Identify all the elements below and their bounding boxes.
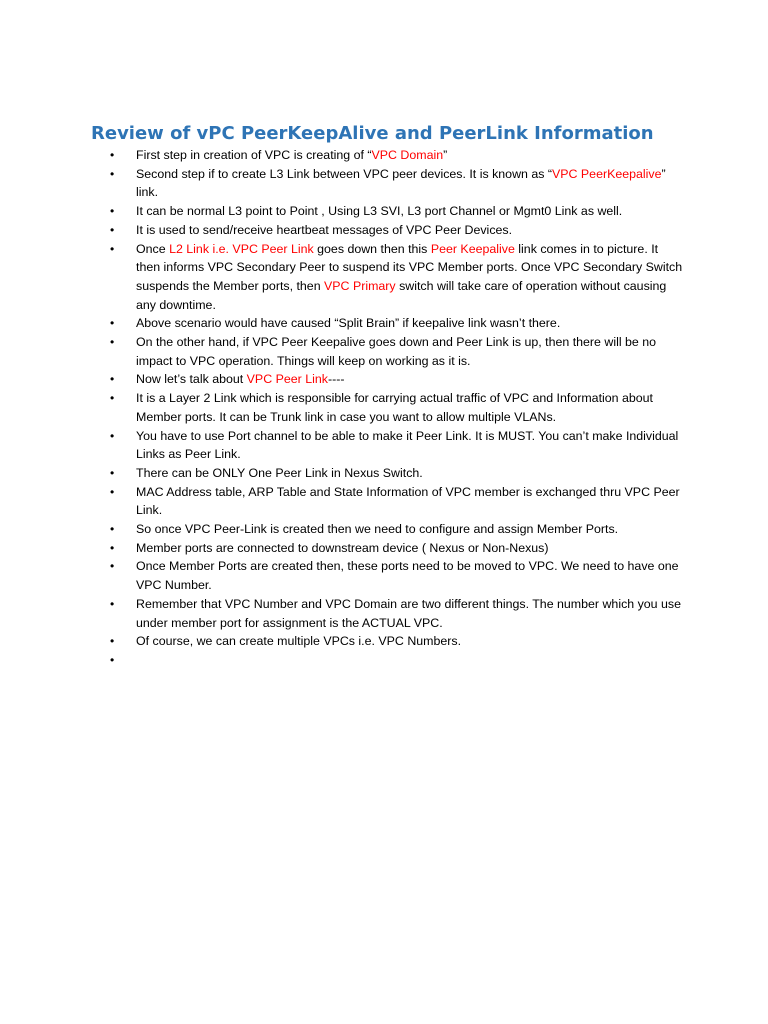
bullet-icon: • xyxy=(110,634,115,649)
highlighted-text: Peer Keepalive xyxy=(430,241,515,256)
list-item xyxy=(110,651,684,670)
list-item-text xyxy=(136,539,684,558)
list-item-text xyxy=(136,333,684,370)
list-item xyxy=(110,539,684,558)
list-item-text xyxy=(136,389,684,426)
list-item-text xyxy=(136,632,684,651)
bullet-icon: • xyxy=(110,166,115,181)
text-segment: It can be normal L3 point to Point , Using L3 SVI, L3 port Channel or Mgmt0 Link as well. xyxy=(136,204,623,219)
list-item-text xyxy=(136,557,684,594)
bullet-icon: • xyxy=(110,335,115,350)
list-item-text xyxy=(136,595,684,632)
text-segment: ” link. xyxy=(136,166,666,200)
highlighted-text: VPC Primary xyxy=(324,278,396,293)
text-segment: It is used to send/receive heartbeat messages of VPC Peer Devices. xyxy=(136,222,513,237)
text-segment: Now let’s talk about xyxy=(136,372,247,387)
list-item xyxy=(110,370,684,389)
text-segment: So once VPC Peer-Link is created then we need to configure and assign Member Ports. xyxy=(136,522,619,537)
list-item xyxy=(110,165,684,202)
text-segment: It is a Layer 2 Link which is responsible for carrying actual traffic of VPC and Information about Member ports. It can be Trunk link in case you want to allow multiple VLANs. xyxy=(136,391,653,424)
text-segment: Member ports are connected to downstream device ( Nexus or Non-Nexus) xyxy=(136,540,549,555)
text-segment: ” xyxy=(443,148,448,162)
list-item xyxy=(110,595,684,632)
list-item xyxy=(110,464,684,483)
text-segment: First step in creation of VPC is creating of “ xyxy=(136,148,372,162)
text-segment: MAC Address table, ARP Table and State Information of VPC member is exchanged thru VPC Peer Link. xyxy=(136,484,680,518)
list-item xyxy=(110,427,684,464)
list-item xyxy=(110,632,684,651)
list-item-text xyxy=(136,240,684,315)
text-segment: Once xyxy=(136,241,170,256)
list-item xyxy=(110,333,684,370)
text-segment: link comes in to picture. It then informs VPC Secondary Peer to suspend its VPC Member ports. Once VPC Secondary Switch suspends the Member ports, then xyxy=(136,241,683,293)
text-segment: goes down then this xyxy=(313,241,431,256)
list-item-text xyxy=(136,370,684,389)
list-item-text xyxy=(136,165,684,202)
highlighted-text: VPC Peer Link xyxy=(246,372,328,387)
list-item-text xyxy=(136,483,684,520)
list-item xyxy=(110,221,684,240)
text-segment: Above scenario would have caused “Split Brain” if keepalive link wasn’t there. xyxy=(136,316,561,331)
list-item-text xyxy=(136,202,684,221)
list-item xyxy=(110,202,684,221)
text-segment: Of course, we can create multiple VPCs i.e. VPC Numbers. xyxy=(136,634,462,649)
bullet-icon: • xyxy=(110,148,115,162)
list-item-text xyxy=(136,464,684,483)
text-segment: switch will take care of operation without causing any downtime. xyxy=(136,278,667,312)
list-item-text xyxy=(136,427,684,464)
highlighted-text: VPC PeerKeepalive xyxy=(552,166,662,181)
list-item xyxy=(110,483,684,520)
bullet-icon: • xyxy=(110,559,115,574)
list-item-text xyxy=(136,221,684,240)
bullet-icon: • xyxy=(110,465,115,480)
text-segment: Second step if to create L3 Link between VPC peer devices. It is known as “ xyxy=(136,166,552,181)
list-item-text xyxy=(136,520,684,539)
list-item-text xyxy=(136,146,684,165)
list-item-text xyxy=(136,651,684,670)
text-segment: There can be ONLY One Peer Link in Nexus Switch. xyxy=(136,465,423,480)
bullet-icon: • xyxy=(110,204,115,219)
list-item xyxy=(110,389,684,426)
bullet-icon: • xyxy=(110,596,115,611)
text-segment: You have to use Port channel to be able to make it Peer Link. It is MUST. You can’t make Individual Links as Peer Link. xyxy=(136,428,679,462)
bullet-icon: • xyxy=(110,652,115,667)
text-segment: ---- xyxy=(327,372,345,387)
bullet-icon: • xyxy=(110,540,115,555)
bullet-icon: • xyxy=(110,484,115,499)
bullet-icon: • xyxy=(110,241,115,256)
bullet-icon: • xyxy=(110,316,115,331)
bullet-icon: • xyxy=(110,428,115,443)
bullet-icon: • xyxy=(110,222,115,237)
text-segment: Remember that VPC Number and VPC Domain are two different things. The number which you use under member port for assignment is the ACTUAL VPC. xyxy=(136,596,681,630)
bullet-icon: • xyxy=(110,372,115,387)
list-item xyxy=(110,314,684,333)
highlighted-text: VPC Domain xyxy=(371,148,444,162)
text-segment: On the other hand, if VPC Peer Keepalive goes down and Peer Link is up, then there will be no impact to VPC operation. Things will keep on working as it is. xyxy=(136,335,657,368)
highlighted-text: L2 Link i.e. VPC Peer Link xyxy=(169,241,314,256)
list-item-text xyxy=(136,314,684,333)
text-segment: Once Member Ports are created then, these ports need to be moved to VPC. We need to have one VPC Number. xyxy=(136,559,679,593)
list-item xyxy=(110,520,684,539)
list-item xyxy=(110,146,684,165)
list-item xyxy=(110,240,684,315)
bullet-list xyxy=(110,146,684,670)
bullet-icon: • xyxy=(110,522,115,537)
bullet-icon: • xyxy=(110,391,115,406)
document-title: Review of vPC PeerKeepAlive and PeerLink Information xyxy=(91,123,654,144)
list-item xyxy=(110,557,684,594)
